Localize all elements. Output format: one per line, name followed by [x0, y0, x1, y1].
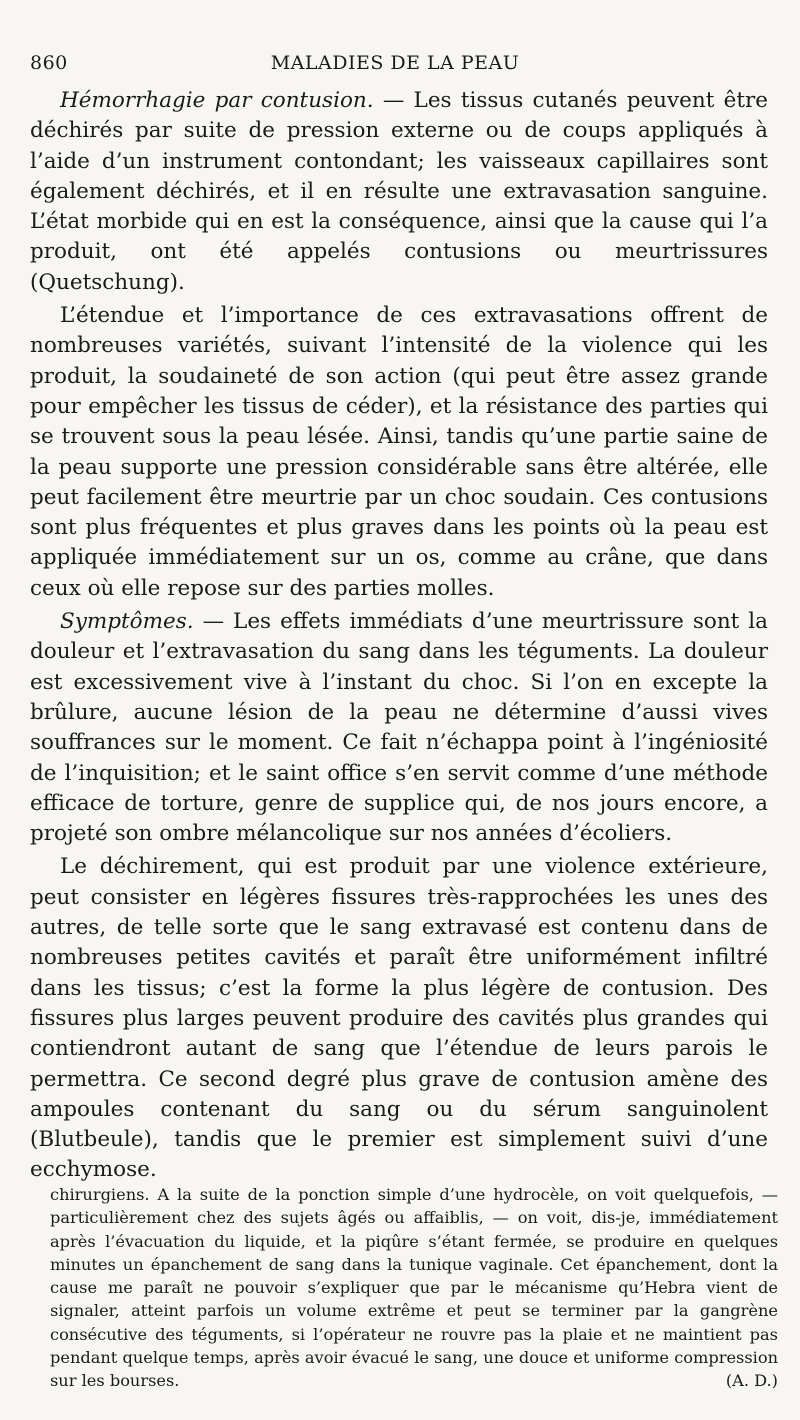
page-number: 860: [30, 52, 68, 74]
paragraph-text: — Les tissus cutanés peuvent être déchirés par suite de pression externe ou de coups appliqués à l’aide d’un instrument contondant; les vaisseaux capillaires sont également déchirés, et il en résulte une extravasation sanguine. L’état morbide qui en est la conséquence, ainsi que la cause qui l’a produit, ont été appelés contusions ou meurtrissures (Quetschung).: [30, 88, 768, 295]
running-header: [30, 52, 760, 74]
paragraph-lead: Symptômes.: [60, 609, 194, 635]
paragraph-lead: Hémorrhagie par contusion.: [60, 88, 374, 113]
paragraph-dechirement: [30, 852, 768, 1185]
paragraph-text: L’étendue et l’importance de ces extravasations offrent de nombreuses variétés, suivant l’intensité de la violence qui les produit, la soudaineté de son action (qui peut être assez grande pour empêcher les tissus de céder), et la résistance des parties qui se trouvent sous la peau lésée. Ainsi, tandis qu’une partie saine de la peau supporte une pression considérable sans être altérée, elle peut facilement être meurtrie par un choc soudain. Ces contusions sont plus fréquentes et plus graves dans les points où la peau est appliquée immédiatement sur un os, comme au crâne, que dans ceux où elle repose sur des parties molles.: [30, 303, 768, 601]
paragraph-text: Le déchirement, qui est produit par une violence extérieure, peut consister en légères fissures très-rapprochées les unes des autres, de telle sorte que le sang extravasé est contenu dans de nombreuses petites cavités et paraît être uniformément infiltré dans les tissus; c’est la forme la plus légère de contusion. Des fissures plus larges peuvent produire des cavités plus grandes qui contiendront autant de sang que l’étendue de leurs parois le permettra. Ce second degré plus grave de contusion amène des ampoules contenant du sang ou du sérum sanguinolent (Blutbeule), tandis que le premier est simplement suivi d’une ecchymose.: [30, 854, 768, 1183]
running-title: MALADIES DE LA PEAU: [270, 52, 520, 74]
paragraph-hemorrhagie: [30, 86, 768, 298]
paragraph-symptomes: [30, 607, 768, 849]
paragraph-etendue: [30, 301, 768, 604]
paragraph-text: — Les effets immédiats d’une meurtrissure sont la douleur et l’extravasation du sang dans les téguments. La douleur est excessivement vive à l’instant du choc. Si l’on en excepte la brûlure, aucune lésion de la peau ne détermine d’aussi vives souffrances sur le moment. Ce fait n’échappa point à l’ingéniosité de l’inquisition; et le saint office s’en servit comme d’une méthode efficace de torture, genre de supplice qui, de nos jours encore, a projeté son ombre mélancolique sur nos années d’écoliers.: [30, 609, 768, 847]
footnote-text: chirurgiens. A la suite de la ponction simple d’une hydrocèle, on voit quelquefois, — particulièrement chez des sujets âgés ou affaiblis, — on voit, dis-je, immédiatement après l’évacuation du liquide, et la piqûre s’étant fermée, se produire en quelques minutes un épanchement de sang dans la tunique vaginale. Cet épanchement, dont la cause me paraît ne pouvoir s’expliquer que par le mécanisme qu’Hebra vient de signaler, atteint parfois un volume extrême et peut se terminer par la gangrène consécutive des téguments, si l’opérateur ne rouvre pas la plaie et ne maintient pas pendant quelque temps, après avoir évacué le sang, une douce et uniforme compression sur les bourses.: [50, 1185, 778, 1391]
footnote-signature: (A. D.): [725, 1371, 778, 1391]
footnote: [50, 1183, 778, 1393]
main-text: [30, 86, 768, 1189]
